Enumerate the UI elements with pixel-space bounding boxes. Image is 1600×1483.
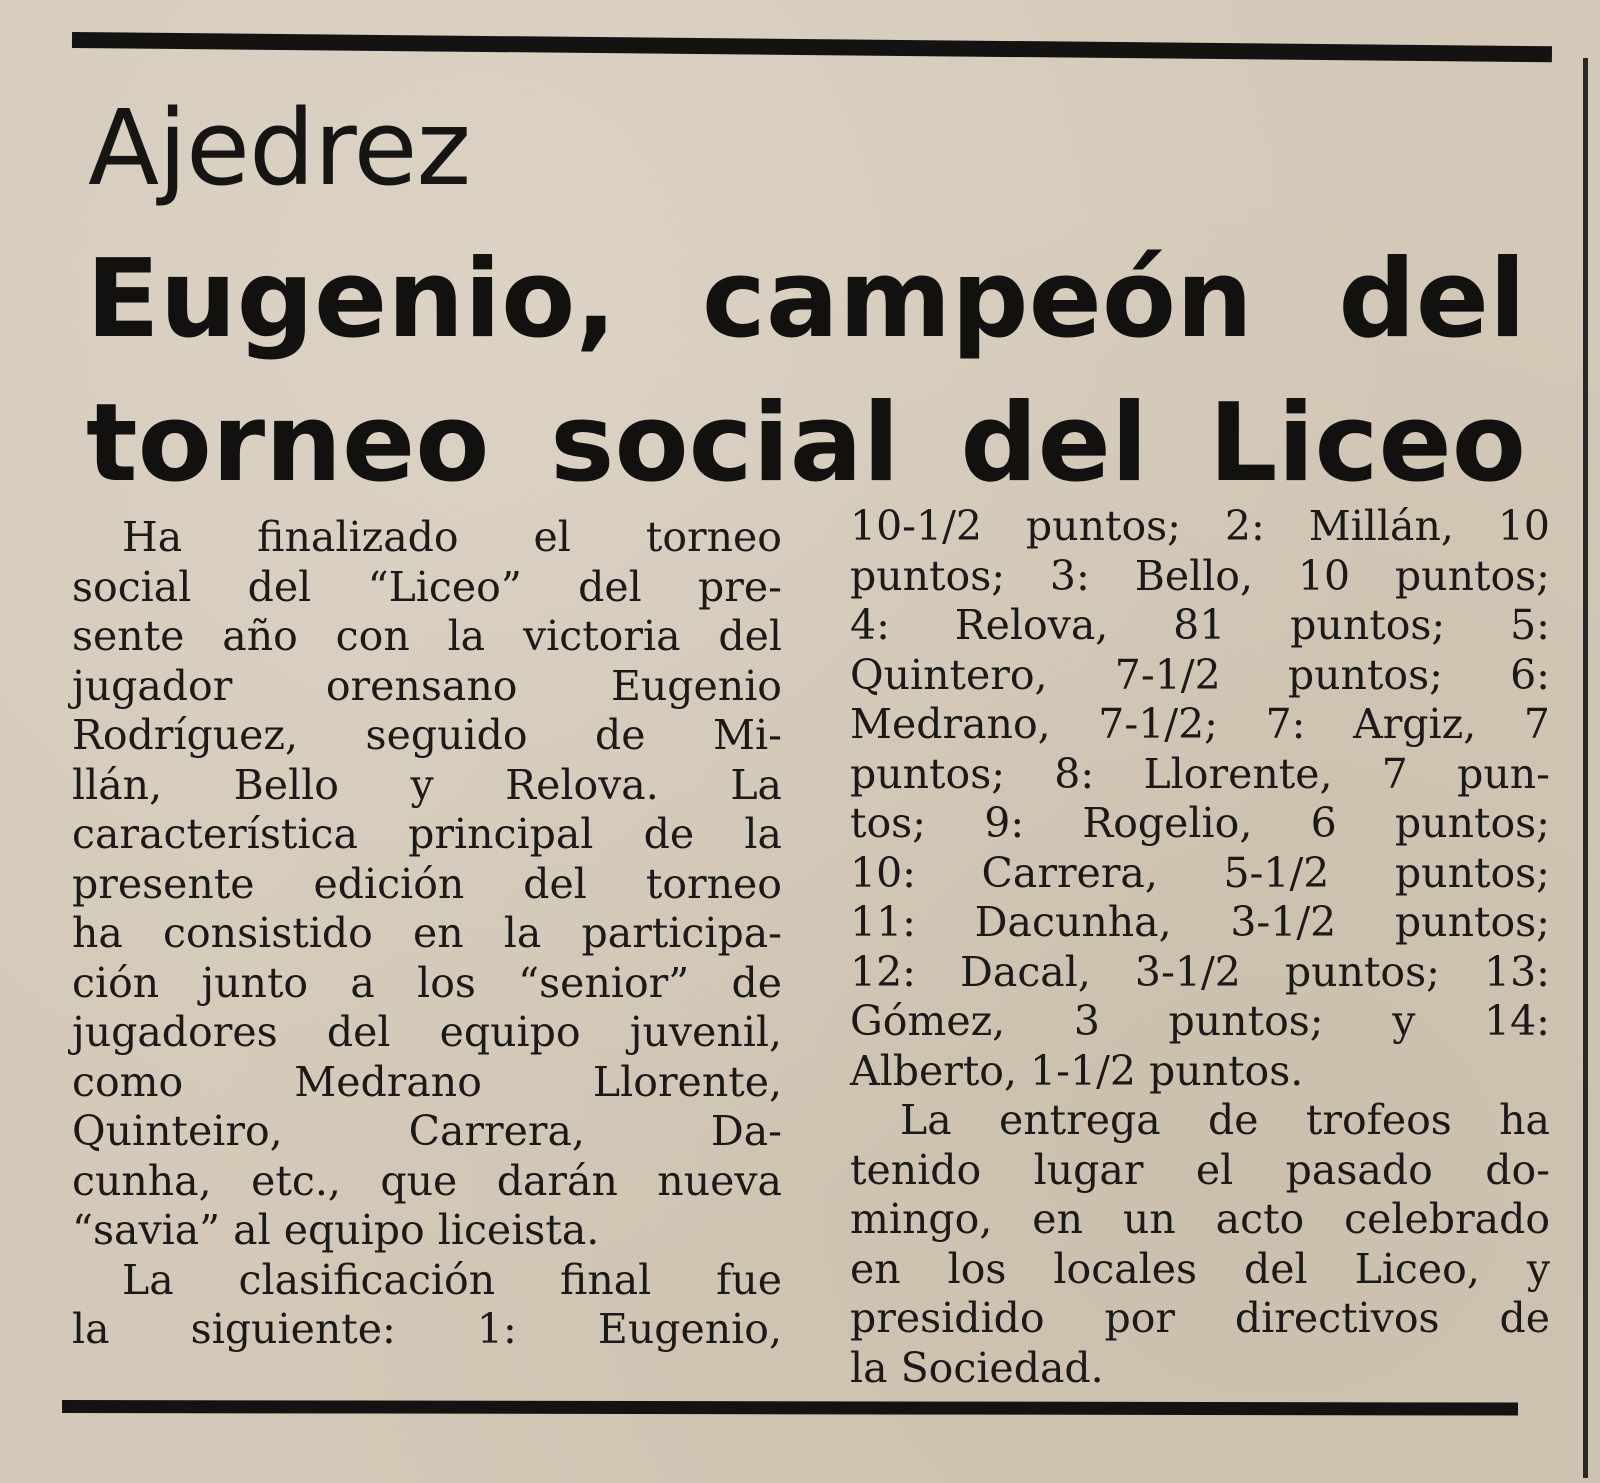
headline-line-1 [86, 228, 1526, 372]
body-line: presente edición del torneo [72, 859, 782, 908]
body-line: La clasificación final fue [122, 1255, 782, 1304]
body-line: tos; 9: Rogelio, 6 puntos; [850, 799, 1550, 847]
body-line: ción junto a los “senior” de [72, 958, 782, 1007]
body-line: Alberto, 1-1/2 puntos. [850, 1046, 1304, 1095]
body-line: como Medrano Llorente, [72, 1057, 782, 1106]
body-line: puntos; 3: Bello, 10 puntos; [850, 551, 1550, 600]
body-line: Medrano, 7-1/2; 7: Argiz, 7 [850, 700, 1550, 748]
section-kicker: Ajedrez [88, 87, 471, 209]
body-line: ha consistido en la participa- [72, 909, 782, 957]
body-line: presidido por directivos de [850, 1294, 1550, 1342]
headline-line-2 [86, 372, 1526, 516]
body-line: jugadores del equipo juvenil, [72, 1008, 782, 1056]
body-line: cunha, etc., que darán nueva [72, 1156, 782, 1205]
column-divider [1583, 58, 1588, 1478]
body-line: característica principal de la [72, 810, 782, 858]
body-line: Quintero, 7-1/2 puntos; 6: [850, 650, 1550, 699]
headline [86, 228, 1526, 516]
body-line: Ha finalizado el torneo [122, 513, 782, 561]
top-rule [72, 32, 1552, 62]
body-line: Rodríguez, seguido de Mi- [72, 711, 782, 759]
body-line: la Sociedad. [850, 1343, 1104, 1392]
body-line: Quinteiro, Carrera, Da- [72, 1107, 782, 1155]
headline-word: torneo [86, 381, 490, 506]
body-line: social del “Liceo” del pre- [72, 562, 782, 611]
headline-word: del [1338, 237, 1526, 362]
body-line: sente año con la victoria del [72, 612, 782, 660]
body-line: 12: Dacal, 3-1/2 puntos; 13: [850, 947, 1550, 996]
body-line: Gómez, 3 puntos; y 14: [850, 997, 1550, 1045]
headline-word: Liceo [1208, 381, 1526, 506]
body-line: La entrega de trofeos ha [900, 1096, 1550, 1144]
body-line: 10: Carrera, 5-1/2 puntos; [850, 848, 1550, 897]
headline-word: del [960, 381, 1148, 506]
body-column-left [72, 513, 782, 1355]
body-line: puntos; 8: Llorente, 7 pun- [850, 749, 1550, 798]
body-line: “savia” al equipo liceista. [72, 1206, 600, 1254]
body-line: llán, Bello y Relova. La [72, 760, 782, 809]
body-line: 10-1/2 puntos; 2: Millán, 10 [850, 502, 1550, 550]
body-line: mingo, en un acto celebrado [850, 1195, 1550, 1243]
body-column-right [850, 502, 1550, 1393]
body-line: 4: Relova, 81 puntos; 5: [850, 601, 1550, 649]
headline-word: social [550, 381, 900, 506]
body-line: en los locales del Liceo, y [850, 1244, 1550, 1293]
clipped-text-top [760, 0, 1560, 20]
body-line: la siguiente: 1: Eugenio, [72, 1305, 782, 1353]
headline-word: campeón [701, 237, 1253, 362]
body-line: jugador orensano Eugenio [72, 661, 782, 710]
bottom-rule [62, 1400, 1518, 1416]
body-line: 11: Dacunha, 3-1/2 puntos; [850, 898, 1550, 946]
headline-word: Eugenio, [86, 237, 617, 362]
body-line: tenido lugar el pasado do- [850, 1145, 1550, 1194]
